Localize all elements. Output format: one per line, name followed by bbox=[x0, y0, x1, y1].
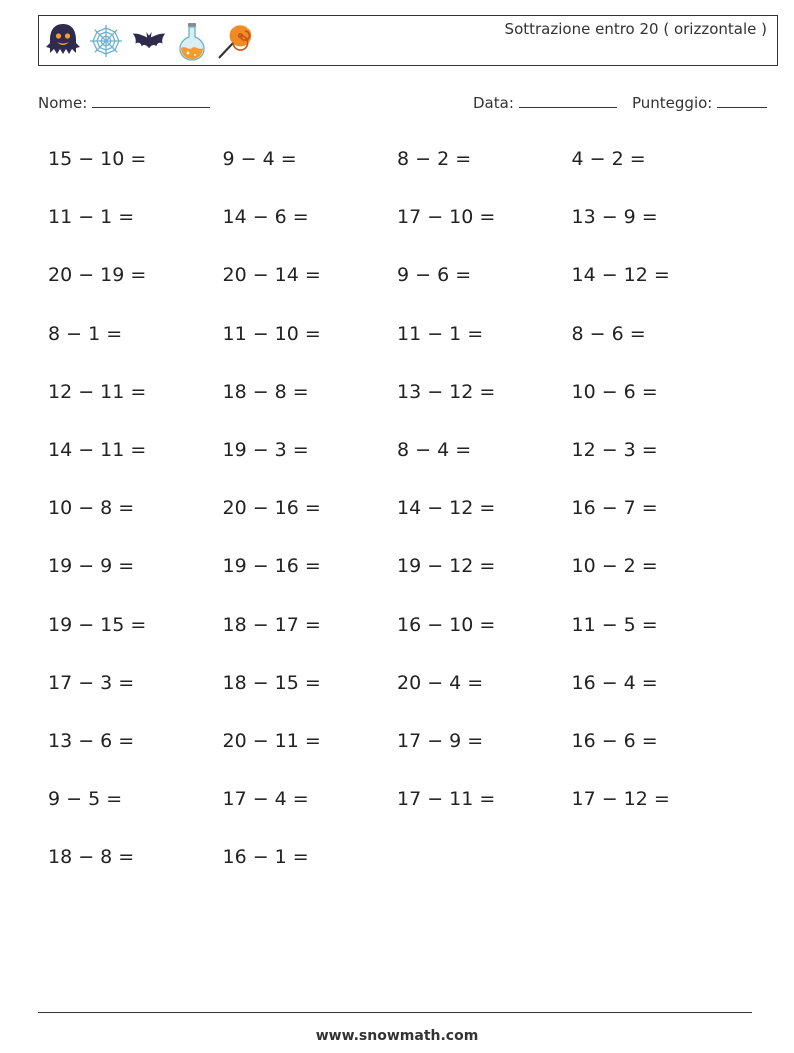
problem: 13 − 6 = bbox=[48, 729, 135, 752]
name-label: Nome: bbox=[38, 94, 88, 112]
problem: 19 − 12 = bbox=[397, 555, 496, 578]
problem: 17 − 3 = bbox=[48, 671, 135, 694]
problem-row bbox=[48, 256, 758, 314]
problem: 15 − 10 = bbox=[48, 148, 147, 170]
problem: 11 − 5 = bbox=[571, 613, 658, 636]
problem: 11 − 10 = bbox=[222, 322, 321, 345]
problem-row bbox=[48, 664, 758, 722]
problem: 8 − 6 = bbox=[571, 322, 646, 345]
header-box bbox=[38, 15, 778, 66]
worksheet-title: Sottrazione entro 20 ( orizzontale ) bbox=[504, 20, 767, 38]
problem: 9 − 4 = bbox=[222, 148, 297, 170]
problem-row bbox=[48, 315, 758, 373]
problem: 20 − 19 = bbox=[48, 264, 147, 287]
problem: 8 − 1 = bbox=[48, 322, 123, 345]
problem: 19 − 15 = bbox=[48, 613, 147, 636]
problem: 14 − 6 = bbox=[222, 206, 309, 229]
problem: 18 − 8 = bbox=[48, 846, 135, 869]
problem: 16 − 7 = bbox=[571, 497, 658, 520]
problem: 20 − 14 = bbox=[222, 264, 321, 287]
problem: 14 − 12 = bbox=[397, 497, 496, 520]
problem-row bbox=[48, 780, 758, 838]
problem: 16 − 6 = bbox=[571, 729, 658, 752]
problem: 8 − 4 = bbox=[397, 438, 472, 461]
problem: 14 − 11 = bbox=[48, 438, 147, 461]
problem: 17 − 4 = bbox=[222, 788, 309, 811]
problem: 18 − 17 = bbox=[222, 613, 321, 636]
ghost-icon bbox=[44, 19, 82, 63]
problem: 10 − 8 = bbox=[48, 497, 135, 520]
problem: 8 − 2 = bbox=[397, 148, 472, 170]
date-blank[interactable] bbox=[519, 93, 617, 108]
problem-row bbox=[48, 431, 758, 489]
bat-icon bbox=[130, 19, 168, 63]
date-field[interactable] bbox=[473, 93, 617, 112]
problem: 10 − 6 = bbox=[571, 380, 658, 403]
problem: 18 − 8 = bbox=[222, 380, 309, 403]
problem: 9 − 5 = bbox=[48, 788, 123, 811]
problem: 11 − 1 = bbox=[48, 206, 135, 229]
problem-grid bbox=[48, 140, 758, 896]
problem-row bbox=[48, 606, 758, 664]
problem: 13 − 9 = bbox=[571, 206, 658, 229]
problem: 17 − 9 = bbox=[397, 729, 484, 752]
problem: 9 − 6 = bbox=[397, 264, 472, 287]
problem: 20 − 16 = bbox=[222, 497, 321, 520]
problem: 14 − 12 = bbox=[571, 264, 670, 287]
problem-row bbox=[48, 140, 758, 198]
problem: 19 − 9 = bbox=[48, 555, 135, 578]
problem-row bbox=[48, 547, 758, 605]
problem: 18 − 15 = bbox=[222, 671, 321, 694]
problem: 16 − 1 = bbox=[222, 846, 309, 869]
problem: 12 − 11 = bbox=[48, 380, 147, 403]
lollipop-icon bbox=[216, 19, 254, 63]
problem: 4 − 2 = bbox=[571, 148, 646, 170]
footer-divider bbox=[38, 1012, 752, 1013]
problem-row bbox=[48, 489, 758, 547]
problem: 17 − 11 = bbox=[397, 788, 496, 811]
icon-row bbox=[44, 19, 259, 63]
problem: 19 − 16 = bbox=[222, 555, 321, 578]
problem-row bbox=[48, 722, 758, 780]
footer-url: www.snowmath.com bbox=[315, 1028, 479, 1044]
problem: 10 − 2 = bbox=[571, 555, 658, 578]
problem: 17 − 12 = bbox=[571, 788, 670, 811]
name-field[interactable] bbox=[38, 93, 210, 112]
problem: 16 − 10 = bbox=[397, 613, 496, 636]
problem: 12 − 3 = bbox=[571, 438, 658, 461]
problem: 11 − 1 = bbox=[397, 322, 484, 345]
score-field[interactable] bbox=[632, 93, 767, 112]
date-label: Data: bbox=[473, 94, 514, 112]
score-label: Punteggio: bbox=[632, 94, 713, 112]
problem-row bbox=[48, 198, 758, 256]
problem: 20 − 11 = bbox=[222, 729, 321, 752]
problem: 20 − 4 = bbox=[397, 671, 484, 694]
problem: 19 − 3 = bbox=[222, 438, 309, 461]
score-blank[interactable] bbox=[717, 93, 767, 108]
name-blank[interactable] bbox=[92, 93, 210, 108]
problem: 17 − 10 = bbox=[397, 206, 496, 229]
problem: 16 − 4 = bbox=[571, 671, 658, 694]
problem: 13 − 12 = bbox=[397, 380, 496, 403]
problem-row bbox=[48, 373, 758, 431]
problem-row bbox=[48, 838, 758, 896]
spider-web-icon bbox=[87, 19, 125, 63]
potion-flask-icon bbox=[173, 19, 211, 63]
